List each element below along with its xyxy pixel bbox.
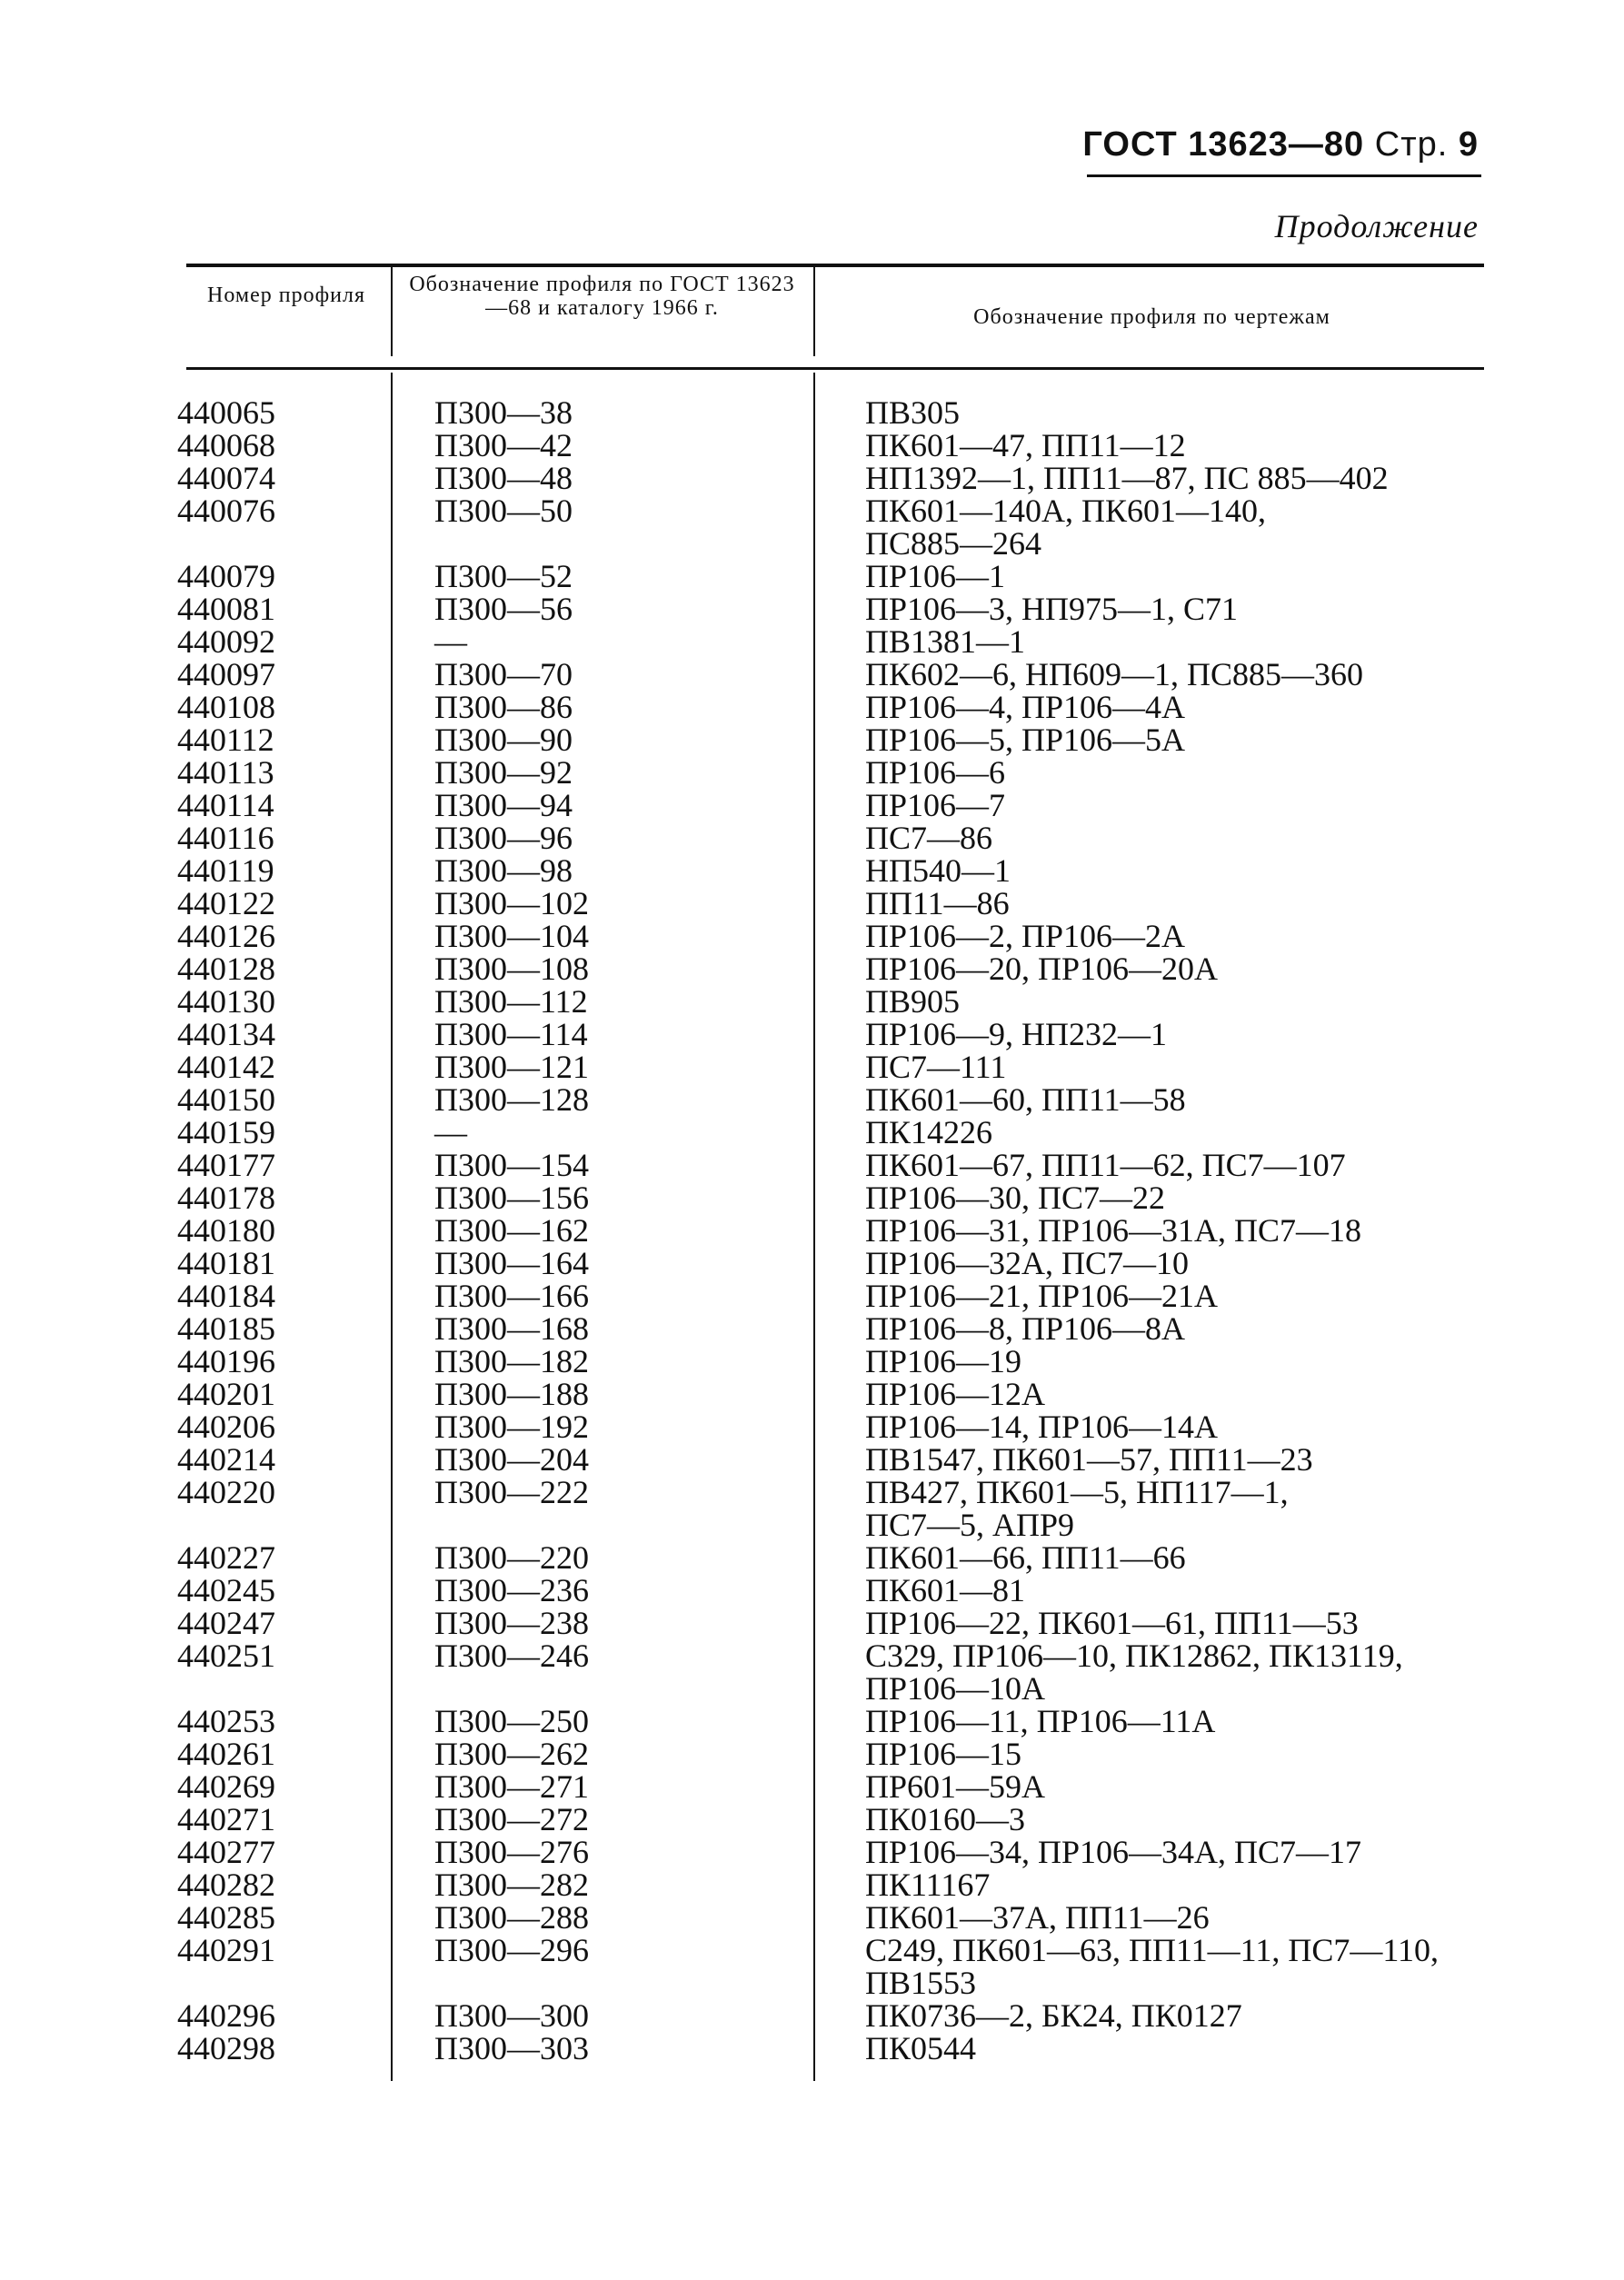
table-row [0, 1181, 1624, 1214]
standard-label: ГОСТ [1082, 125, 1178, 164]
drawing-designation: ПК601—37А, ПП11—26 [865, 1899, 1210, 1936]
drawing-designation: ПК14226 [865, 1114, 993, 1150]
table-row [0, 920, 1624, 952]
drawing-designation: ПР106—6 [865, 754, 1006, 791]
gost-designation: П300—42 [434, 427, 573, 463]
profile-number: 440180 [177, 1212, 275, 1249]
gost-designation: П300—114 [434, 1016, 588, 1052]
gost-designation: П300—102 [434, 885, 589, 921]
table-row [0, 2032, 1624, 2065]
drawing-designation: ПК0160—3 [865, 1801, 1026, 1837]
gost-designation: П300—104 [434, 918, 589, 954]
drawing-designation: ПК11167 [865, 1867, 991, 1903]
gost-designation: П300—154 [434, 1147, 589, 1183]
table-row [0, 985, 1624, 1018]
table-row [0, 1214, 1624, 1247]
gost-designation: П300—300 [434, 1997, 589, 2034]
drawing-designation: ПВ427, ПК601—5, НП117—1, ПС7—5, АПР9 [865, 1474, 1289, 1543]
profile-number: 440128 [177, 951, 275, 987]
profile-number: 440245 [177, 1572, 275, 1608]
drawing-designation: ПК601—140А, ПК601—140, ПС885—264 [865, 493, 1267, 562]
drawing-designation: ПР106—31, ПР106—31А, ПС7—18 [865, 1212, 1362, 1249]
table-row [0, 1934, 1624, 1999]
drawing-designation: ПР106—20, ПР106—20А [865, 951, 1219, 987]
gost-designation: П300—288 [434, 1899, 589, 1936]
profile-number: 440296 [177, 1997, 275, 2034]
table-row [0, 952, 1624, 985]
drawing-designation: ПК601—47, ПП11—12 [865, 427, 1186, 463]
profile-number: 440277 [177, 1834, 275, 1870]
profile-number: 440112 [177, 722, 274, 758]
drawing-designation: ПР106—21, ПР106—21А [865, 1278, 1219, 1314]
drawing-designation: ПР106—19 [865, 1343, 1022, 1379]
table-row [0, 1476, 1624, 1541]
gost-designation: П300—238 [434, 1605, 589, 1641]
profile-number: 440247 [177, 1605, 275, 1641]
profile-number: 440119 [177, 852, 274, 889]
profile-number: 440113 [177, 754, 274, 791]
drawing-designation: ПР106—11, ПР106—11А [865, 1703, 1216, 1739]
gost-designation: — [434, 1114, 467, 1150]
profile-number: 440142 [177, 1049, 275, 1085]
profile-number: 440130 [177, 983, 275, 1020]
gost-designation: П300—272 [434, 1801, 589, 1837]
gost-designation: П300—236 [434, 1572, 589, 1608]
table-row [0, 1116, 1624, 1149]
gost-designation: П300—108 [434, 951, 589, 987]
table-row [0, 1770, 1624, 1803]
profile-number: 440181 [177, 1245, 275, 1281]
profile-number: 440253 [177, 1703, 275, 1739]
profile-number: 440271 [177, 1801, 275, 1837]
table-row [0, 1541, 1624, 1574]
drawing-designation: ПР106—4, ПР106—4А [865, 689, 1186, 725]
table-row [0, 1803, 1624, 1836]
column-header-drawings: Обозначение профиля по чертежам [973, 305, 1330, 329]
drawing-designation: НП1392—1, ПП11—87, ПС 885—402 [865, 460, 1389, 496]
profile-number: 440201 [177, 1376, 275, 1412]
table-row [0, 1607, 1624, 1639]
drawing-designation: ПР106—7 [865, 787, 1006, 823]
profile-number: 440079 [177, 558, 275, 594]
table-row [0, 756, 1624, 789]
profile-number: 440185 [177, 1310, 275, 1347]
drawing-designation: С249, ПК601—63, ПП11—11, ПС7—110, ПВ1553 [865, 1932, 1440, 2001]
profile-number: 440108 [177, 689, 275, 725]
drawing-designation: ПР106—22, ПК601—61, ПП11—53 [865, 1605, 1359, 1641]
gost-designation: П300—98 [434, 852, 573, 889]
profile-number: 440184 [177, 1278, 275, 1314]
profile-number: 440081 [177, 591, 275, 627]
drawing-designation: ПР106—30, ПС7—22 [865, 1180, 1166, 1216]
drawing-designation: ПВ1547, ПК601—57, ПП11—23 [865, 1441, 1313, 1478]
profile-number: 440097 [177, 656, 275, 692]
table-row [0, 854, 1624, 887]
drawing-designation: ПК601—66, ПП11—66 [865, 1539, 1186, 1576]
table-row [0, 462, 1624, 494]
profile-number: 440126 [177, 918, 275, 954]
gost-designation: П300—156 [434, 1180, 589, 1216]
gost-designation: П300—276 [434, 1834, 589, 1870]
gost-designation: П300—303 [434, 2030, 589, 2066]
column-header-gost: Обозначение профиля по ГОСТ 13623—68 и каталогу 1966 г. [409, 273, 795, 320]
table-header-rule [186, 367, 1484, 370]
profile-number: 440092 [177, 623, 275, 660]
profile-number: 440116 [177, 820, 274, 856]
table-row [0, 1018, 1624, 1050]
table-row [0, 396, 1624, 429]
profile-number: 440291 [177, 1932, 275, 1968]
continuation-label: Продолжение [1274, 208, 1479, 244]
drawing-designation: ПВ305 [865, 394, 961, 431]
profile-number: 440261 [177, 1736, 275, 1772]
profile-number: 440065 [177, 394, 275, 431]
drawing-designation: ПР106—15 [865, 1736, 1022, 1772]
drawing-designation: ПР106—1 [865, 558, 1006, 594]
table-row [0, 592, 1624, 625]
drawing-designation: ПК601—81 [865, 1572, 1026, 1608]
gost-designation: П300—50 [434, 493, 573, 529]
table-row [0, 1868, 1624, 1901]
profile-number: 440206 [177, 1409, 275, 1445]
gost-designation: — [434, 623, 467, 660]
profile-number: 440068 [177, 427, 275, 463]
gost-designation: П300—56 [434, 591, 573, 627]
table-row [0, 723, 1624, 756]
drawing-designation: ПК602—6, НП609—1, ПС885—360 [865, 656, 1364, 692]
gost-designation: П300—52 [434, 558, 573, 594]
table-row [0, 1639, 1624, 1705]
table-row [0, 1574, 1624, 1607]
drawing-designation: ПП11—86 [865, 885, 1010, 921]
table-row [0, 560, 1624, 592]
drawing-designation: ПК0544 [865, 2030, 977, 2066]
drawing-designation: ПР106—9, НП232—1 [865, 1016, 1168, 1052]
drawing-designation: ПР106—12А [865, 1376, 1046, 1412]
gost-designation: П300—282 [434, 1867, 589, 1903]
table-row [0, 821, 1624, 854]
table-row [0, 1705, 1624, 1737]
drawing-designation: ПР106—32А, ПС7—10 [865, 1245, 1190, 1281]
gost-designation: П300—246 [434, 1638, 589, 1674]
profile-number: 440282 [177, 1867, 275, 1903]
table-row [0, 1279, 1624, 1312]
page-header [1082, 125, 1479, 164]
table-row [0, 1737, 1624, 1770]
gost-designation: П300—38 [434, 394, 573, 431]
drawing-designation: ПК601—67, ПП11—62, ПС7—107 [865, 1147, 1346, 1183]
table-row [0, 1836, 1624, 1868]
profile-number: 440178 [177, 1180, 275, 1216]
gost-designation: П300—222 [434, 1474, 589, 1510]
gost-designation: П300—188 [434, 1376, 589, 1412]
profile-number: 440074 [177, 460, 275, 496]
profile-number: 440227 [177, 1539, 275, 1576]
gost-designation: П300—166 [434, 1278, 589, 1314]
page-label: Стр. [1374, 125, 1449, 164]
drawing-designation: ПВ905 [865, 983, 961, 1020]
gost-designation: П300—112 [434, 983, 588, 1020]
table-row [0, 625, 1624, 658]
table-row [0, 1312, 1624, 1345]
profile-number: 440177 [177, 1147, 275, 1183]
gost-designation: П300—271 [434, 1768, 589, 1805]
table-row [0, 429, 1624, 462]
profile-number: 440076 [177, 493, 275, 529]
gost-designation: П300—92 [434, 754, 573, 791]
table-row [0, 1247, 1624, 1279]
column-header-number: Номер профиля [207, 284, 365, 307]
profile-number: 440285 [177, 1899, 275, 1936]
drawing-designation: ПР106—5, ПР106—5А [865, 722, 1186, 758]
gost-designation: П300—204 [434, 1441, 589, 1478]
profile-number: 440298 [177, 2030, 275, 2066]
gost-designation: П300—70 [434, 656, 573, 692]
gost-designation: П300—121 [434, 1049, 589, 1085]
drawing-designation: ПР106—8, ПР106—8А [865, 1310, 1186, 1347]
gost-designation: П300—128 [434, 1081, 589, 1118]
drawing-designation: ПР106—14, ПР106—14А [865, 1409, 1219, 1445]
table-row [0, 887, 1624, 920]
drawing-designation: ПР106—2, ПР106—2А [865, 918, 1186, 954]
gost-designation: П300—220 [434, 1539, 589, 1576]
gost-designation: П300—296 [434, 1932, 589, 1968]
table-row [0, 691, 1624, 723]
profile-number: 440251 [177, 1638, 275, 1674]
profile-number: 440122 [177, 885, 275, 921]
table-row [0, 1999, 1624, 2032]
drawing-designation: ПР106—34, ПР106—34А, ПС7—17 [865, 1834, 1362, 1870]
gost-designation: П300—96 [434, 820, 573, 856]
profile-number: 440269 [177, 1768, 275, 1805]
profile-number: 440196 [177, 1343, 275, 1379]
gost-designation: П300—250 [434, 1703, 589, 1739]
gost-designation: П300—90 [434, 722, 573, 758]
table-body [0, 396, 1624, 2065]
table-row [0, 1149, 1624, 1181]
drawing-designation: ПК601—60, ПП11—58 [865, 1081, 1186, 1118]
drawing-designation: ПР106—3, НП975—1, С71 [865, 591, 1239, 627]
drawing-designation: ПС7—86 [865, 820, 993, 856]
page-number: 9 [1458, 125, 1479, 164]
drawing-designation: НП540—1 [865, 852, 1011, 889]
header-rule [1087, 174, 1481, 177]
profile-number: 440159 [177, 1114, 275, 1150]
gost-designation: П300—48 [434, 460, 573, 496]
drawing-designation: ПР601—59А [865, 1768, 1046, 1805]
profile-number: 440114 [177, 787, 274, 823]
gost-designation: П300—94 [434, 787, 573, 823]
profile-number: 440134 [177, 1016, 275, 1052]
table-row [0, 1901, 1624, 1934]
table-row [0, 1378, 1624, 1410]
gost-designation: П300—168 [434, 1310, 589, 1347]
profile-number: 440150 [177, 1081, 275, 1118]
column-divider-2-head [813, 265, 815, 356]
gost-designation: П300—164 [434, 1245, 589, 1281]
drawing-designation: ПС7—111 [865, 1049, 1007, 1085]
drawing-designation: ПВ1381—1 [865, 623, 1026, 660]
drawing-designation: С329, ПР106—10, ПК12862, ПК13119, ПР106—10А [865, 1638, 1403, 1707]
table-row [0, 1410, 1624, 1443]
table-row [0, 1050, 1624, 1083]
profile-number: 440220 [177, 1474, 275, 1510]
drawing-designation: ПК0736—2, БК24, ПК0127 [865, 1997, 1242, 2034]
profile-number: 440214 [177, 1441, 275, 1478]
table-row [0, 1345, 1624, 1378]
gost-designation: П300—86 [434, 689, 573, 725]
table-row [0, 494, 1624, 560]
table-top-rule [186, 264, 1484, 267]
table-row [0, 1083, 1624, 1116]
column-divider-1-head [391, 265, 393, 356]
gost-designation: П300—262 [434, 1736, 589, 1772]
gost-designation: П300—182 [434, 1343, 589, 1379]
standard-number: 13623—80 [1188, 125, 1365, 164]
gost-designation: П300—162 [434, 1212, 589, 1249]
table-row [0, 658, 1624, 691]
table-row [0, 1443, 1624, 1476]
gost-designation: П300—192 [434, 1409, 589, 1445]
table-row [0, 789, 1624, 821]
